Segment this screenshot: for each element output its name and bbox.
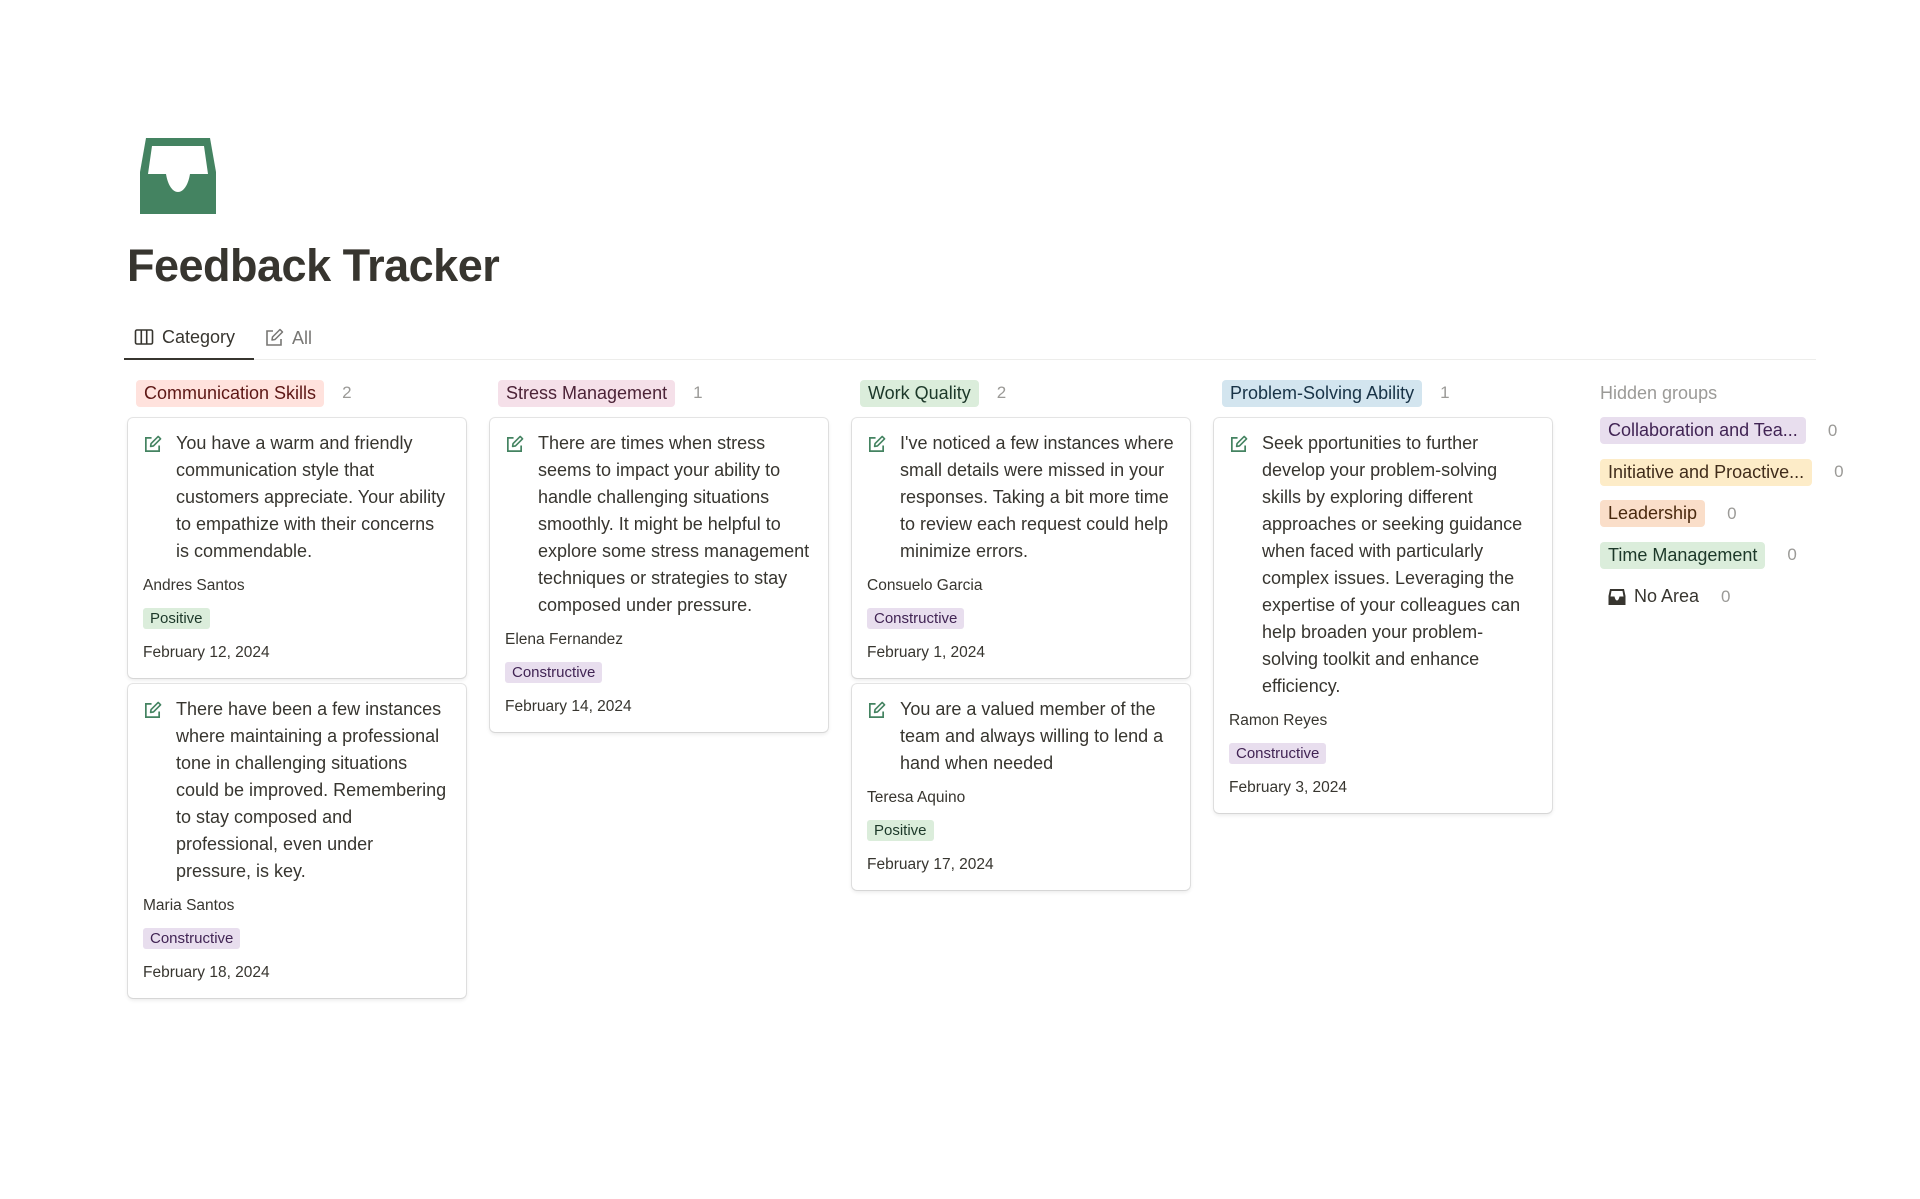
feedback-card[interactable] [852,418,1190,678]
group-count: 0 [1721,586,1731,606]
feedback-type-tag: Constructive [867,608,964,629]
column-header[interactable] [490,376,828,410]
feedback-type-tag: Positive [143,608,210,629]
feedback-card[interactable] [128,418,466,678]
feedback-type-tag: Constructive [1229,743,1326,764]
no-area-text: No Area [1634,586,1700,607]
card-date: February 14, 2024 [505,698,632,715]
card-author: Maria Santos [143,897,235,914]
card-date: February 18, 2024 [143,964,270,981]
group-label: Problem-Solving Ability [1222,380,1422,407]
card-title: Seek pportunities to further develop your problem-solving skills by exploring different approaches or seeking guidance when faced with particularly complex issues. Leveraging the expertise of your colleagues can help broaden your problem-solving toolkit and enhance efficiency. [1262,433,1523,696]
tab-all[interactable] [254,316,322,360]
card-author: Ramon Reyes [1229,712,1328,729]
column-header[interactable] [1214,376,1552,410]
card-title: I've noticed a few instances where small details were missed in your responses. Taking a bit more time to review each request could help minimize errors. [900,433,1174,561]
card-author: Teresa Aquino [867,789,966,806]
tab-label: Category [162,326,236,347]
tab-category[interactable] [124,316,254,360]
page-title: Feedback Tracker [127,240,500,291]
feedback-card[interactable] [128,684,466,998]
card-date: February 17, 2024 [867,856,994,873]
card-author: Andres Santos [143,577,245,594]
board-column [128,376,466,998]
group-label: Leadership [1600,500,1705,527]
group-count: 2 [996,383,1007,402]
hidden-groups-panel [1592,376,1872,618]
tab-label: All [292,327,313,348]
group-label: Collaboration and Tea... [1600,417,1806,444]
group-label: Stress Management [498,380,675,407]
board-column [852,376,1190,890]
group-count: 0 [1827,420,1838,440]
feedback-type-tag: Constructive [143,928,240,949]
hidden-group-item[interactable] [1592,452,1872,494]
edit-icon [264,328,284,348]
inbox-tray-icon [138,136,218,216]
no-area-label [1600,586,1699,607]
column-header[interactable] [852,376,1190,410]
inbox-tray-icon [1608,588,1626,606]
edit-icon [867,435,886,454]
feedback-card[interactable] [852,684,1190,890]
group-count: 1 [1440,383,1450,402]
hidden-group-item[interactable] [1592,410,1872,452]
group-count: 1 [693,383,703,402]
edit-icon [143,435,162,454]
view-tabs [124,316,1816,360]
group-count: 0 [1727,503,1737,523]
group-count: 0 [1787,545,1797,565]
card-date: February 3, 2024 [1229,779,1348,796]
card-date: February 1, 2024 [867,644,986,661]
board-column [1214,376,1552,813]
edit-icon [1229,435,1248,454]
edit-icon [505,435,524,454]
group-count: 2 [342,383,352,402]
edit-icon [143,701,162,720]
board-icon [134,327,154,347]
hidden-groups-title: Hidden groups [1600,382,1718,403]
feedback-type-tag: Positive [867,820,934,841]
group-count: 0 [1834,462,1844,482]
card-title: There are times when stress seems to impact your ability to handle challenging situations smoothly. It might be helpful to explore some stress management techniques or strategies to stay composed under pressure. [538,433,810,615]
card-date: February 12, 2024 [143,644,270,661]
group-label: Work Quality [860,380,979,407]
edit-icon [867,701,886,720]
card-title: You are a valued member of the team and always willing to lend a hand when needed [900,699,1164,773]
card-author: Consuelo Garcia [867,577,983,594]
group-label: Initiative and Proactive... [1600,459,1812,486]
hidden-group-no-area[interactable] [1592,576,1872,618]
card-title: You have a warm and friendly communication style that customers appreciate. Your ability to empathize with their concerns is commendable. [176,433,446,561]
feedback-card[interactable] [1214,418,1552,813]
column-header[interactable] [128,376,466,410]
card-title: There have been a few instances where maintaining a professional tone in challenging situations could be improved. Remembering to stay composed and professional, even under pressure, is key. [176,699,447,881]
hidden-group-item[interactable] [1592,535,1872,577]
board-column [490,376,828,732]
group-label: Time Management [1600,542,1765,569]
card-author: Elena Fernandez [505,631,624,648]
group-label: Communication Skills [136,380,324,407]
feedback-type-tag: Constructive [505,662,602,683]
hidden-group-item[interactable] [1592,493,1872,535]
feedback-card[interactable] [490,418,828,732]
